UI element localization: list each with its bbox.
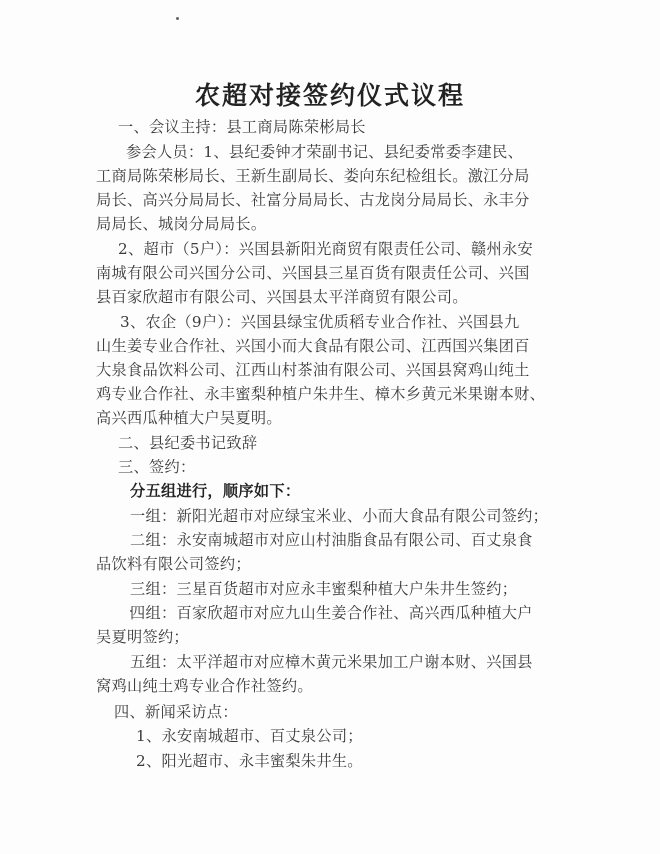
section-interview: 四、新闻采访点： [114,703,238,721]
section-signing: 三、签约： [118,458,196,476]
interview-point: 2、阳光超市、永丰蜜梨朱井生。 [136,752,363,770]
signing-group: 品饮料有限公司签约； [96,555,251,573]
supermarkets-line: 县百家欣超市有限公司、兴国县太平洋商贸有限公司。 [96,288,468,306]
signing-group: 一组：新阳光超市对应绿宝米业、小而大食品有限公司签约； [130,507,549,525]
enterprises-line: 鸡专业合作社、永丰蜜梨种植户朱井生、樟木乡黄元米果谢本财、 [96,385,546,403]
enterprises-line: 高兴西瓜种植大户吴夏明。 [96,409,282,427]
signing-group: 二组：永安南城超市对应山村油脂食品有限公司、百丈泉食 [130,531,533,549]
speck-mark [176,17,179,20]
signing-intro: 分五组进行，顺序如下： [130,482,301,500]
attendees-line: 局长、高兴分局局长、社富分局局长、古龙岗分局局长、永丰分 [96,191,530,209]
attendees-line: 工商局陈荣彬局长、王新生副局长、娄向东纪检组长。激江分局 [96,167,530,185]
enterprises-line: 3、农企（9户）：兴国县绿宝优质稻专业合作社、兴国县九 [120,313,520,331]
section-host: 一、会议主持：县工商局陈荣彬局长 [118,118,366,136]
enterprises-line: 大泉食品饮料公司、江西山村茶油有限公司、兴国县窝鸡山纯土 [96,361,530,379]
enterprises-line: 山生姜专业合作社、兴国小而大食品有限公司、江西国兴集团百 [96,337,530,355]
supermarkets-line: 南城有限公司兴国分公司、兴国县三星百货有限责任公司、兴国 [96,264,530,282]
signing-group: 五组：太平洋超市对应樟木黄元米果加工户谢本财、兴国县 [130,653,533,671]
section-speech: 二、县纪委书记致辞 [118,434,258,452]
attendees-line: 参会人员：1、县纪委钟才荣副书记、县纪委常委李建民、 [126,143,524,161]
interview-point: 1、永安南城超市、百丈泉公司； [136,727,363,745]
signing-group: 四组：百家欣超市对应九山生姜合作社、高兴西瓜种植大户 [130,604,533,622]
signing-group: 窝鸡山纯土鸡专业合作社签约。 [96,677,313,695]
attendees-line: 局局长、城岗分局局长。 [96,215,267,233]
signing-group: 三组：三星百货超市对应永丰蜜梨种植大户朱井生签约； [130,580,518,598]
document-title: 农超对接签约仪式议程 [194,81,465,110]
supermarkets-line: 2、超市（5户）：兴国县新阳光商贸有限责任公司、赣州永安 [118,240,534,258]
signing-group: 吴夏明签约； [96,628,189,646]
